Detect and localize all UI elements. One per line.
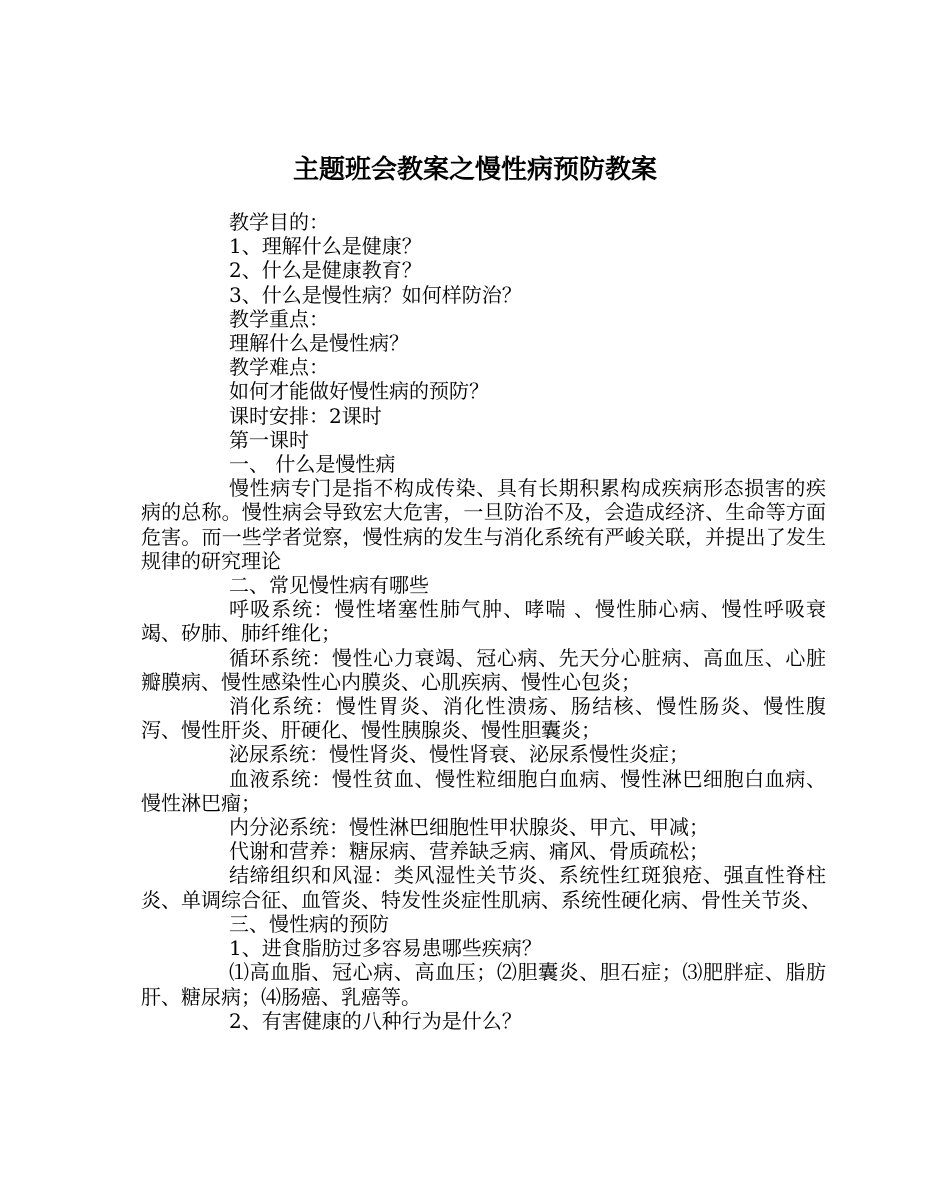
document-title: 主题班会教案之慢性病预防教案 (292, 155, 657, 186)
paragraph: 循环系统：慢性心力衰竭、冠心病、先天分心脏病、高血压、心脏瓣膜病、慢性感染性心内膜炎、心肌疾病、慢性心包炎； (141, 645, 826, 694)
paragraph: 泌尿系统：慢性肾炎、慢性肾衰、泌尿系慢性炎症； (229, 742, 689, 767)
section-heading: 二、常见慢性病有哪些 (229, 573, 429, 598)
paragraph: 内分泌系统：慢性淋巴细胞性甲状腺炎、甲亢、甲减； (229, 815, 709, 840)
paragraph: 结缔组织和风湿：类风湿性关节炎、系统性红斑狼疮、强直性脊柱炎、单调综合征、血管炎、特发性炎症性肌病、系统性硬化病、骨性关节炎、 (141, 863, 826, 912)
paragraph: 消化系统：慢性胃炎、消化性溃疡、肠结核、慢性肠炎、慢性腹泻、慢性肝炎、肝硬化、慢性胰腺炎、慢性胆囊炎； (141, 694, 826, 743)
paragraph: 如何才能做好慢性病的预防？ (229, 379, 489, 404)
paragraph: 2、什么是健康教育？ (229, 258, 422, 283)
section-heading: 一、 什么是慢性病 (229, 452, 396, 477)
section-heading: 三、慢性病的预防 (229, 911, 389, 936)
paragraph: 课时安排：2课时 (229, 403, 382, 428)
paragraph: 1、进食脂肪过多容易患哪些疾病？ (229, 936, 542, 961)
paragraph: 理解什么是慢性病？ (229, 331, 409, 356)
paragraph: 代谢和营养：糖尿病、营养缺乏病、痛风、骨质疏松； (229, 839, 709, 864)
paragraph: 教学重点： (229, 306, 329, 331)
paragraph: 血液系统：慢性贫血、慢性粒细胞白血病、慢性淋巴细胞白血病、慢性淋巴瘤； (141, 766, 826, 815)
paragraph: 教学难点： (229, 355, 329, 380)
paragraph: 2、有害健康的八种行为是什么？ (229, 1008, 522, 1033)
paragraph: ⑴高血脂、冠心病、高血压；⑵胆囊炎、胆石症；⑶肥胖症、脂肪肝、糖尿病；⑷肠癌、乳癌等。 (141, 960, 826, 1009)
paragraph: 3、什么是慢性病？如何样防治？ (229, 282, 522, 307)
document-body (141, 210, 826, 1033)
paragraph: 教学目的： (229, 210, 329, 234)
paragraph: 1、理解什么是健康？ (229, 234, 422, 259)
paragraph: 慢性病专门是指不构成传染、具有长期积累构成疾病形态损害的疾病的总称。慢性病会导致宏大危害，一旦防治不及，会造成经济、生命等方面危害。而一些学者觉察，慢性病的发生与消化系统有严峻关联，并提出了发生规律的研究理论 (141, 476, 826, 573)
paragraph: 呼吸系统：慢性堵塞性肺气肿、哮喘 、慢性肺心病、慢性呼吸衰竭、矽肺、肺纤维化； (141, 597, 826, 646)
paragraph: 第一课时 (229, 427, 309, 452)
